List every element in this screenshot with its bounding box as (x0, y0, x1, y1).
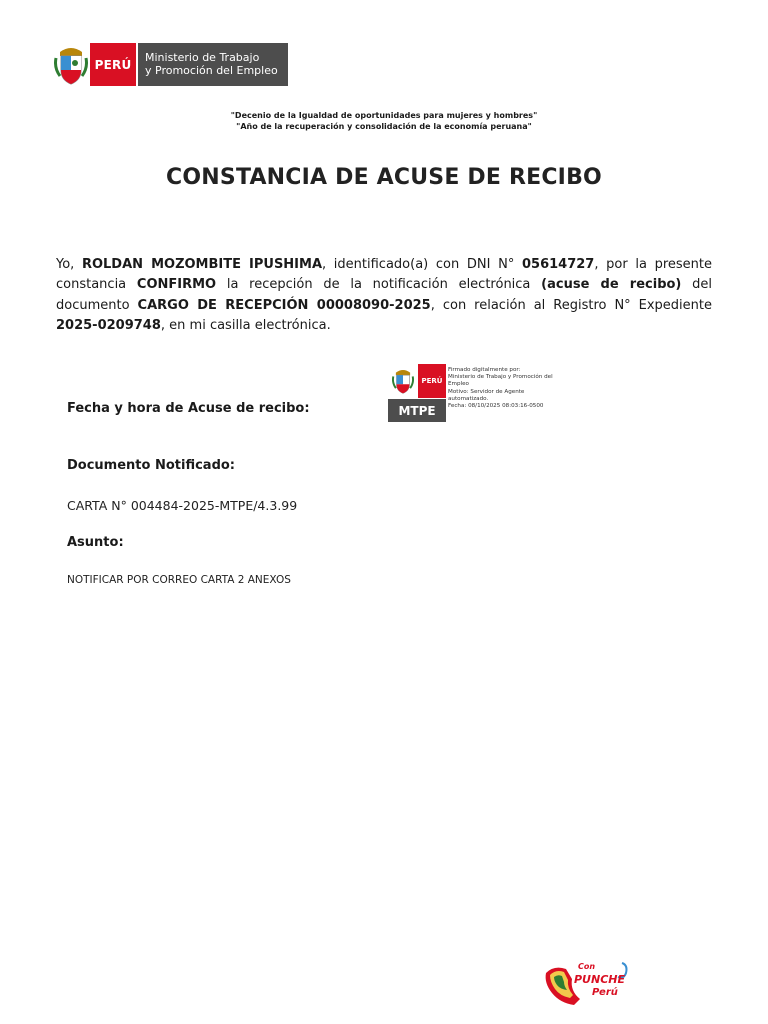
stamp-peru-label: PERÚ (418, 364, 446, 398)
para-text: del documento (56, 277, 712, 313)
para-text: , identificado(a) con DNI N° (322, 257, 522, 272)
acuse-text: (acuse de recibo) (541, 277, 682, 293)
ministry-name (138, 43, 288, 86)
para-text: , por la presente constancia (56, 257, 712, 293)
para-text: , con relación al Registro N° Expediente (430, 297, 712, 313)
para-text: Yo, (56, 257, 82, 272)
coat-of-arms-icon (388, 364, 418, 398)
stamp-mtpe-label: MTPE (388, 399, 446, 422)
logo-text-con: Con (578, 962, 596, 971)
para-text: la recepción de la notificación electrónica (216, 277, 542, 293)
logo-text-peru: Perú (592, 987, 618, 998)
dni-number: 05614727 (521, 257, 595, 272)
signature-line4: Fecha: 08/10/2025 08:03:16-0500 (448, 403, 544, 410)
confirmation-paragraph (56, 255, 712, 336)
cargo-recepcion: CARGO DE RECEPCIÓN 00008090-2025 (137, 297, 431, 313)
peru-label: PERÚ (90, 43, 138, 86)
ministry-line2: y Promoción del Empleo (145, 64, 278, 77)
decenio-header (0, 110, 768, 132)
signature-stamp (388, 364, 446, 422)
document-title: CONSTANCIA DE ACUSE DE RECIBO (166, 165, 602, 190)
signature-line2: Ministerio de Trabajo y Promoción del Empleo (448, 374, 553, 388)
documento-value: CARTA N° 004484-2025-MTPE/4.3.99 (67, 498, 298, 513)
coat-of-arms-icon (52, 43, 90, 86)
signature-line1: Firmado digitalmente por: (448, 367, 521, 373)
confirmo-text: CONFIRMO (136, 277, 217, 293)
con-punche-peru-logo (540, 955, 635, 1010)
asunto-value: NOTIFICAR POR CORREO CARTA 2 ANEXOS (67, 574, 291, 586)
logo-text-punche: PUNCHE (574, 973, 625, 986)
decenio-line1: "Decenio de la Igualdad de oportunidades para mujeres y hombres" (230, 111, 538, 120)
signature-details (448, 367, 558, 410)
ministry-logo (52, 43, 288, 86)
signature-line3: Motivo: Servidor de Agente automatizado. (448, 388, 525, 402)
expediente-number: 2025-0209748 (56, 317, 161, 333)
decenio-line2: "Año de la recuperación y consolidación de la economía peruana" (236, 122, 532, 131)
ministry-line1: Ministerio de Trabajo (145, 51, 260, 64)
fecha-label: Fecha y hora de Acuse de recibo: (67, 401, 310, 416)
recipient-name: ROLDAN MOZOMBITE IPUSHIMA (81, 257, 323, 272)
asunto-label: Asunto: (67, 535, 124, 550)
para-text: , en mi casilla electrónica. (160, 317, 331, 333)
documento-label: Documento Notificado: (67, 458, 236, 473)
